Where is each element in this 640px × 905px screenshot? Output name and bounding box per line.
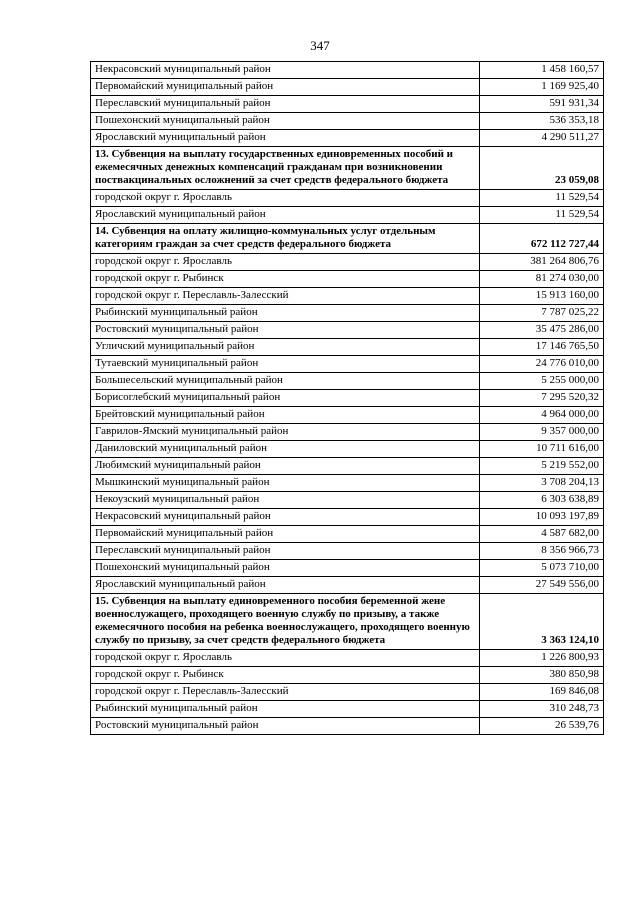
table-row — [91, 96, 604, 113]
table-row — [91, 79, 604, 96]
municipality-name: Переславский муниципальный район — [91, 96, 480, 113]
table-row — [91, 322, 604, 339]
municipality-name: Переславский муниципальный район — [91, 543, 480, 560]
budget-table-body — [91, 62, 604, 735]
table-row — [91, 475, 604, 492]
municipality-name: Пошехонский муниципальный район — [91, 560, 480, 577]
table-row — [91, 390, 604, 407]
amount-value: 7 787 025,22 — [480, 305, 604, 322]
section-total: 672 112 727,44 — [480, 224, 604, 254]
table-row — [91, 543, 604, 560]
municipality-name: Тутаевский муниципальный район — [91, 356, 480, 373]
municipality-name: городской округ г. Ярославль — [91, 650, 480, 667]
amount-value: 5 219 552,00 — [480, 458, 604, 475]
municipality-name: Угличский муниципальный район — [91, 339, 480, 356]
table-row — [91, 526, 604, 543]
municipality-name: городской округ г. Рыбинск — [91, 271, 480, 288]
amount-value: 8 356 966,73 — [480, 543, 604, 560]
amount-value: 10 711 616,00 — [480, 441, 604, 458]
table-row — [91, 684, 604, 701]
amount-value: 17 146 765,50 — [480, 339, 604, 356]
municipality-name: Брейтовский муниципальный район — [91, 407, 480, 424]
municipality-name: городской округ г. Ярославль — [91, 254, 480, 271]
municipality-name: Первомайский муниципальный район — [91, 79, 480, 96]
budget-table — [90, 61, 604, 735]
municipality-name: Мышкинский муниципальный район — [91, 475, 480, 492]
section-header-row — [91, 224, 604, 254]
table-row — [91, 701, 604, 718]
table-row — [91, 356, 604, 373]
municipality-name: Первомайский муниципальный район — [91, 526, 480, 543]
municipality-name: Даниловский муниципальный район — [91, 441, 480, 458]
table-row — [91, 458, 604, 475]
table-row — [91, 190, 604, 207]
amount-value: 27 549 556,00 — [480, 577, 604, 594]
section-header-row — [91, 594, 604, 650]
municipality-name: Гаврилов-Ямский муниципальный район — [91, 424, 480, 441]
table-row — [91, 339, 604, 356]
page-number: 347 — [310, 38, 330, 53]
municipality-name: Некоузский муниципальный район — [91, 492, 480, 509]
amount-value: 4 964 000,00 — [480, 407, 604, 424]
section-total: 23 059,08 — [480, 147, 604, 190]
amount-value: 381 264 806,76 — [480, 254, 604, 271]
municipality-name: городской округ г. Рыбинск — [91, 667, 480, 684]
table-row — [91, 407, 604, 424]
amount-value: 4 290 511,27 — [480, 130, 604, 147]
amount-value: 1 458 160,57 — [480, 62, 604, 79]
section-title: 15. Субвенция на выплату единовременного пособия беременной жене военнослужащего, проходящего военную службу по призыву, а также ежемесячного пособия на ребенка военнослужащего, проходящего военную службу по призыву, за счет средств федерального бюджета — [91, 594, 480, 650]
table-row — [91, 305, 604, 322]
amount-value: 380 850,98 — [480, 667, 604, 684]
municipality-name: городской округ г. Переславль-Залесский — [91, 684, 480, 701]
section-total: 3 363 124,10 — [480, 594, 604, 650]
amount-value: 169 846,08 — [480, 684, 604, 701]
amount-value: 35 475 286,00 — [480, 322, 604, 339]
amount-value: 536 353,18 — [480, 113, 604, 130]
table-row — [91, 718, 604, 735]
table-row — [91, 288, 604, 305]
table-row — [91, 113, 604, 130]
amount-value: 9 357 000,00 — [480, 424, 604, 441]
amount-value: 11 529,54 — [480, 190, 604, 207]
table-row — [91, 492, 604, 509]
municipality-name: Некрасовский муниципальный район — [91, 509, 480, 526]
municipality-name: Ростовский муниципальный район — [91, 322, 480, 339]
amount-value: 6 303 638,89 — [480, 492, 604, 509]
municipality-name: Ярославский муниципальный район — [91, 577, 480, 594]
municipality-name: городской округ г. Ярославль — [91, 190, 480, 207]
table-row — [91, 650, 604, 667]
table-row — [91, 130, 604, 147]
amount-value: 3 708 204,13 — [480, 475, 604, 492]
amount-value: 26 539,76 — [480, 718, 604, 735]
table-row — [91, 424, 604, 441]
table-row — [91, 577, 604, 594]
section-header-row — [91, 147, 604, 190]
municipality-name: Ростовский муниципальный район — [91, 718, 480, 735]
municipality-name: Некрасовский муниципальный район — [91, 62, 480, 79]
municipality-name: Рыбинский муниципальный район — [91, 701, 480, 718]
municipality-name: городской округ г. Переславль-Залесский — [91, 288, 480, 305]
table-row — [91, 207, 604, 224]
amount-value: 591 931,34 — [480, 96, 604, 113]
amount-value: 5 073 710,00 — [480, 560, 604, 577]
table-row — [91, 62, 604, 79]
municipality-name: Рыбинский муниципальный район — [91, 305, 480, 322]
municipality-name: Большесельский муниципальный район — [91, 373, 480, 390]
amount-value: 24 776 010,00 — [480, 356, 604, 373]
table-row — [91, 254, 604, 271]
municipality-name: Борисоглебский муниципальный район — [91, 390, 480, 407]
municipality-name: Любимский муниципальный район — [91, 458, 480, 475]
amount-value: 11 529,54 — [480, 207, 604, 224]
amount-value: 5 255 000,00 — [480, 373, 604, 390]
amount-value: 15 913 160,00 — [480, 288, 604, 305]
amount-value: 81 274 030,00 — [480, 271, 604, 288]
section-title: 13. Субвенция на выплату государственных единовременных пособий и ежемесячных денежных компенсаций гражданам при возникновении поствакцинальных осложнений за счет средств федерального бюджета — [91, 147, 480, 190]
amount-value: 1 226 800,93 — [480, 650, 604, 667]
amount-value: 1 169 925,40 — [480, 79, 604, 96]
table-row — [91, 560, 604, 577]
table-row — [91, 271, 604, 288]
table-row — [91, 441, 604, 458]
municipality-name: Ярославский муниципальный район — [91, 207, 480, 224]
amount-value: 4 587 682,00 — [480, 526, 604, 543]
municipality-name: Ярославский муниципальный район — [91, 130, 480, 147]
municipality-name: Пошехонский муниципальный район — [91, 113, 480, 130]
section-title: 14. Субвенция на оплату жилищно-коммунальных услуг отдельным категориям граждан за счет средств федерального бюджета — [91, 224, 480, 254]
amount-value: 310 248,73 — [480, 701, 604, 718]
table-row — [91, 373, 604, 390]
amount-value: 10 093 197,89 — [480, 509, 604, 526]
table-row — [91, 667, 604, 684]
table-row — [91, 509, 604, 526]
amount-value: 7 295 520,32 — [480, 390, 604, 407]
